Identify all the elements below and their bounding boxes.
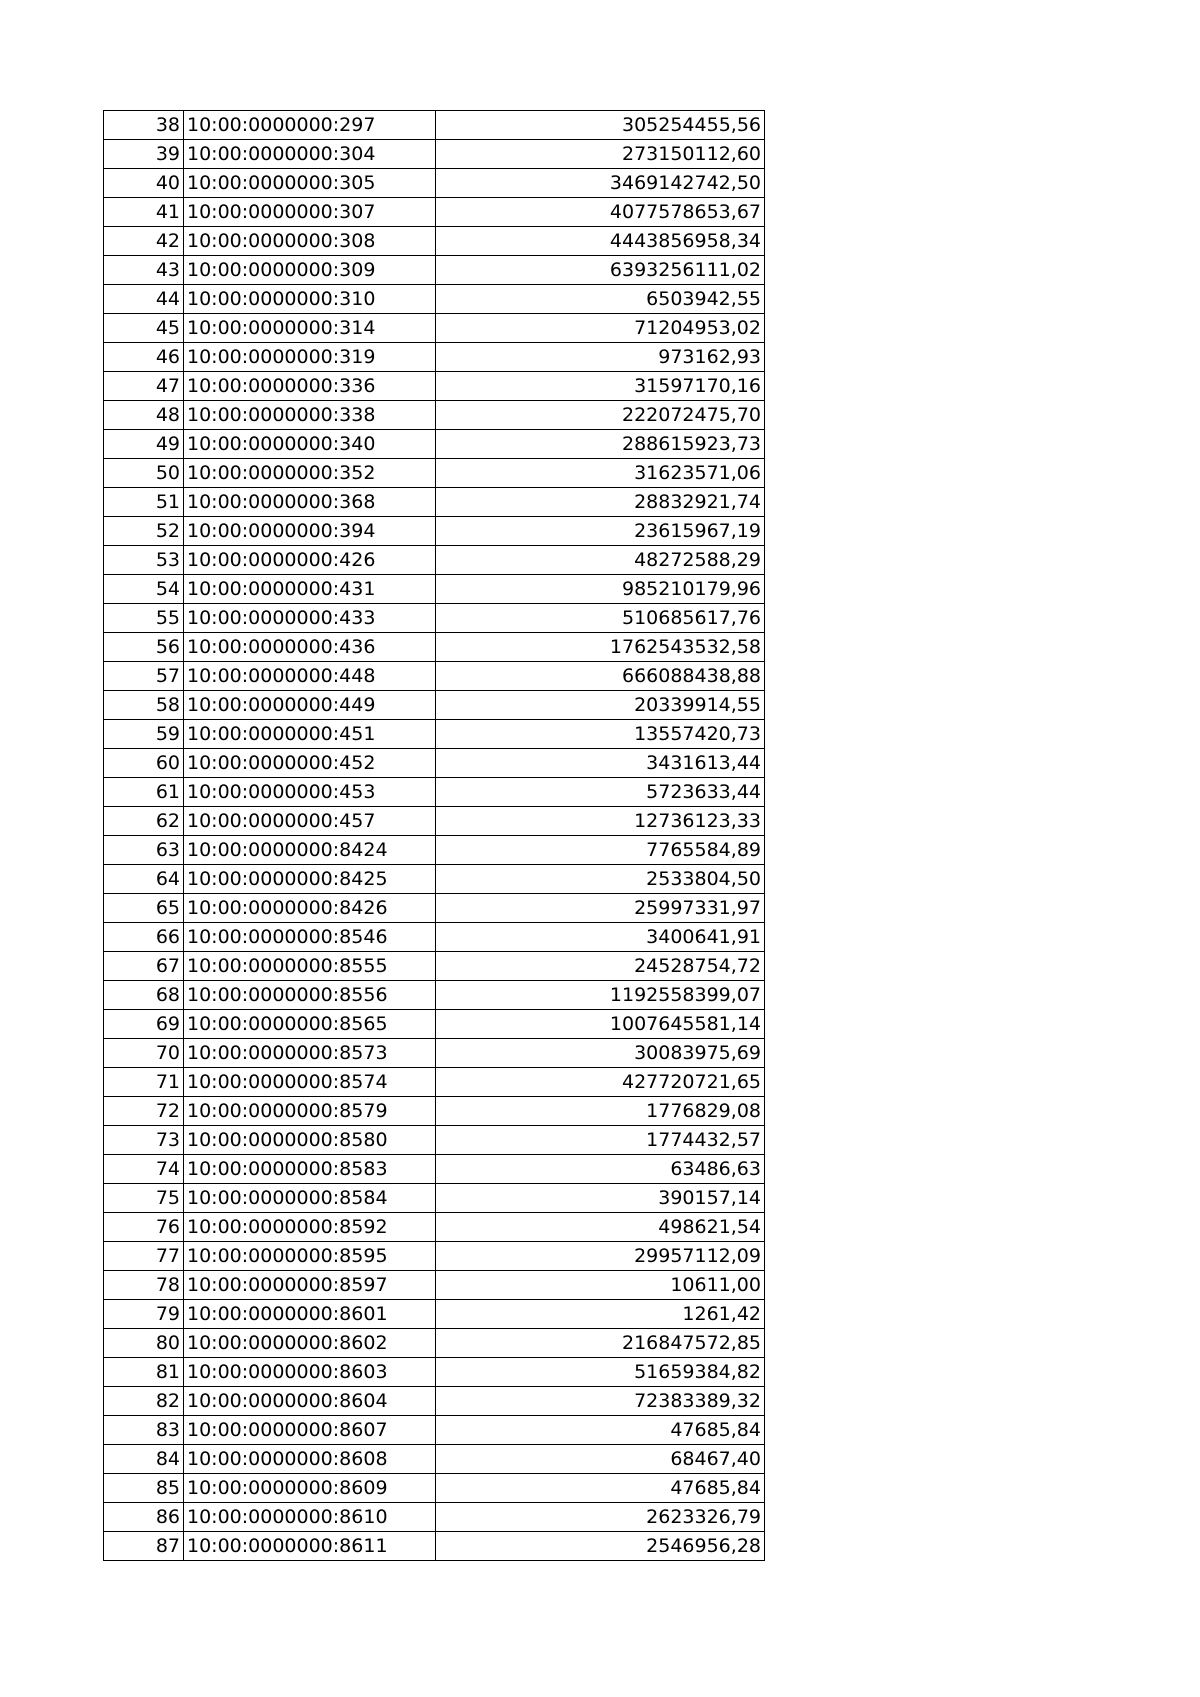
amount-cell: 29957112,09 bbox=[436, 1242, 765, 1271]
row-number-cell: 71 bbox=[104, 1068, 184, 1097]
cadastral-number-cell: 10:00:0000000:368 bbox=[184, 488, 436, 517]
amount-cell: 973162,93 bbox=[436, 343, 765, 372]
table-row bbox=[104, 1068, 765, 1097]
amount-cell: 985210179,96 bbox=[436, 575, 765, 604]
table-row bbox=[104, 401, 765, 430]
row-number-cell: 67 bbox=[104, 952, 184, 981]
row-number-cell: 65 bbox=[104, 894, 184, 923]
amount-cell: 31623571,06 bbox=[436, 459, 765, 488]
amount-cell: 1762543532,58 bbox=[436, 633, 765, 662]
row-number-cell: 55 bbox=[104, 604, 184, 633]
row-number-cell: 72 bbox=[104, 1097, 184, 1126]
amount-cell: 510685617,76 bbox=[436, 604, 765, 633]
row-number-cell: 82 bbox=[104, 1387, 184, 1416]
amount-cell: 72383389,32 bbox=[436, 1387, 765, 1416]
row-number-cell: 83 bbox=[104, 1416, 184, 1445]
row-number-cell: 53 bbox=[104, 546, 184, 575]
amount-cell: 5723633,44 bbox=[436, 778, 765, 807]
table-row bbox=[104, 604, 765, 633]
row-number-cell: 70 bbox=[104, 1039, 184, 1068]
amount-cell: 3469142742,50 bbox=[436, 169, 765, 198]
cadastral-number-cell: 10:00:0000000:394 bbox=[184, 517, 436, 546]
amount-cell: 47685,84 bbox=[436, 1416, 765, 1445]
cadastral-number-cell: 10:00:0000000:453 bbox=[184, 778, 436, 807]
cadastral-number-cell: 10:00:0000000:8602 bbox=[184, 1329, 436, 1358]
cadastral-number-cell: 10:00:0000000:436 bbox=[184, 633, 436, 662]
row-number-cell: 54 bbox=[104, 575, 184, 604]
cadastral-number-cell: 10:00:0000000:8556 bbox=[184, 981, 436, 1010]
table-row bbox=[104, 778, 765, 807]
table-row bbox=[104, 836, 765, 865]
table-row bbox=[104, 1213, 765, 1242]
amount-cell: 1774432,57 bbox=[436, 1126, 765, 1155]
amount-cell: 1261,42 bbox=[436, 1300, 765, 1329]
table-row bbox=[104, 1271, 765, 1300]
row-number-cell: 47 bbox=[104, 372, 184, 401]
cadastral-number-cell: 10:00:0000000:8426 bbox=[184, 894, 436, 923]
row-number-cell: 76 bbox=[104, 1213, 184, 1242]
amount-cell: 498621,54 bbox=[436, 1213, 765, 1242]
row-number-cell: 87 bbox=[104, 1532, 184, 1561]
table-row bbox=[104, 372, 765, 401]
amount-cell: 71204953,02 bbox=[436, 314, 765, 343]
table-row bbox=[104, 1039, 765, 1068]
table-row bbox=[104, 314, 765, 343]
cadastral-number-cell: 10:00:0000000:8424 bbox=[184, 836, 436, 865]
amount-cell: 7765584,89 bbox=[436, 836, 765, 865]
row-number-cell: 75 bbox=[104, 1184, 184, 1213]
cadastral-number-cell: 10:00:0000000:309 bbox=[184, 256, 436, 285]
amount-cell: 28832921,74 bbox=[436, 488, 765, 517]
table-row bbox=[104, 575, 765, 604]
cadastral-number-cell: 10:00:0000000:457 bbox=[184, 807, 436, 836]
cadastral-number-cell: 10:00:0000000:8608 bbox=[184, 1445, 436, 1474]
amount-cell: 4077578653,67 bbox=[436, 198, 765, 227]
cadastral-number-cell: 10:00:0000000:307 bbox=[184, 198, 436, 227]
cadastral-number-cell: 10:00:0000000:8565 bbox=[184, 1010, 436, 1039]
row-number-cell: 86 bbox=[104, 1503, 184, 1532]
row-number-cell: 42 bbox=[104, 227, 184, 256]
cadastral-number-cell: 10:00:0000000:297 bbox=[184, 111, 436, 140]
cadastral-number-cell: 10:00:0000000:452 bbox=[184, 749, 436, 778]
table-row bbox=[104, 1242, 765, 1271]
amount-cell: 30083975,69 bbox=[436, 1039, 765, 1068]
cadastral-number-cell: 10:00:0000000:319 bbox=[184, 343, 436, 372]
row-number-cell: 57 bbox=[104, 662, 184, 691]
cadastral-number-cell: 10:00:0000000:8579 bbox=[184, 1097, 436, 1126]
amount-cell: 25997331,97 bbox=[436, 894, 765, 923]
cadastral-number-cell: 10:00:0000000:451 bbox=[184, 720, 436, 749]
table-row bbox=[104, 1532, 765, 1561]
row-number-cell: 49 bbox=[104, 430, 184, 459]
row-number-cell: 66 bbox=[104, 923, 184, 952]
table-row bbox=[104, 430, 765, 459]
row-number-cell: 69 bbox=[104, 1010, 184, 1039]
amount-cell: 68467,40 bbox=[436, 1445, 765, 1474]
row-number-cell: 85 bbox=[104, 1474, 184, 1503]
amount-cell: 2533804,50 bbox=[436, 865, 765, 894]
amount-cell: 666088438,88 bbox=[436, 662, 765, 691]
table-row bbox=[104, 1416, 765, 1445]
row-number-cell: 40 bbox=[104, 169, 184, 198]
row-number-cell: 63 bbox=[104, 836, 184, 865]
cadastral-number-cell: 10:00:0000000:8425 bbox=[184, 865, 436, 894]
cadastral-number-cell: 10:00:0000000:431 bbox=[184, 575, 436, 604]
row-number-cell: 43 bbox=[104, 256, 184, 285]
table-row bbox=[104, 894, 765, 923]
amount-cell: 222072475,70 bbox=[436, 401, 765, 430]
table-row bbox=[104, 1387, 765, 1416]
row-number-cell: 62 bbox=[104, 807, 184, 836]
table-row bbox=[104, 952, 765, 981]
row-number-cell: 58 bbox=[104, 691, 184, 720]
table-row bbox=[104, 111, 765, 140]
table-row bbox=[104, 923, 765, 952]
table-row bbox=[104, 691, 765, 720]
amount-cell: 13557420,73 bbox=[436, 720, 765, 749]
cadastral-number-cell: 10:00:0000000:8580 bbox=[184, 1126, 436, 1155]
amount-cell: 48272588,29 bbox=[436, 546, 765, 575]
row-number-cell: 64 bbox=[104, 865, 184, 894]
table-row bbox=[104, 1010, 765, 1039]
cadastral-number-cell: 10:00:0000000:336 bbox=[184, 372, 436, 401]
amount-cell: 305254455,56 bbox=[436, 111, 765, 140]
row-number-cell: 50 bbox=[104, 459, 184, 488]
table-row bbox=[104, 285, 765, 314]
row-number-cell: 60 bbox=[104, 749, 184, 778]
amount-cell: 51659384,82 bbox=[436, 1358, 765, 1387]
cadastral-number-cell: 10:00:0000000:8546 bbox=[184, 923, 436, 952]
cadastral-number-cell: 10:00:0000000:314 bbox=[184, 314, 436, 343]
cadastral-number-cell: 10:00:0000000:433 bbox=[184, 604, 436, 633]
table-row bbox=[104, 749, 765, 778]
amount-cell: 2546956,28 bbox=[436, 1532, 765, 1561]
amount-cell: 390157,14 bbox=[436, 1184, 765, 1213]
amount-cell: 1776829,08 bbox=[436, 1097, 765, 1126]
data-table bbox=[103, 110, 765, 1561]
table-row bbox=[104, 227, 765, 256]
table-row bbox=[104, 720, 765, 749]
amount-cell: 4443856958,34 bbox=[436, 227, 765, 256]
table-row bbox=[104, 256, 765, 285]
row-number-cell: 61 bbox=[104, 778, 184, 807]
row-number-cell: 81 bbox=[104, 1358, 184, 1387]
cadastral-number-cell: 10:00:0000000:8603 bbox=[184, 1358, 436, 1387]
table-row bbox=[104, 633, 765, 662]
row-number-cell: 39 bbox=[104, 140, 184, 169]
row-number-cell: 78 bbox=[104, 1271, 184, 1300]
cadastral-number-cell: 10:00:0000000:8601 bbox=[184, 1300, 436, 1329]
row-number-cell: 77 bbox=[104, 1242, 184, 1271]
amount-cell: 1007645581,14 bbox=[436, 1010, 765, 1039]
table-row bbox=[104, 807, 765, 836]
amount-cell: 1192558399,07 bbox=[436, 981, 765, 1010]
row-number-cell: 45 bbox=[104, 314, 184, 343]
table-row bbox=[104, 169, 765, 198]
cadastral-number-cell: 10:00:0000000:352 bbox=[184, 459, 436, 488]
table-row bbox=[104, 1184, 765, 1213]
cadastral-number-cell: 10:00:0000000:8595 bbox=[184, 1242, 436, 1271]
row-number-cell: 84 bbox=[104, 1445, 184, 1474]
cadastral-number-cell: 10:00:0000000:8611 bbox=[184, 1532, 436, 1561]
row-number-cell: 59 bbox=[104, 720, 184, 749]
cadastral-number-cell: 10:00:0000000:8592 bbox=[184, 1213, 436, 1242]
amount-cell: 3431613,44 bbox=[436, 749, 765, 778]
amount-cell: 3400641,91 bbox=[436, 923, 765, 952]
row-number-cell: 46 bbox=[104, 343, 184, 372]
amount-cell: 6393256111,02 bbox=[436, 256, 765, 285]
cadastral-number-cell: 10:00:0000000:8597 bbox=[184, 1271, 436, 1300]
table-row bbox=[104, 1445, 765, 1474]
cadastral-number-cell: 10:00:0000000:340 bbox=[184, 430, 436, 459]
table-row bbox=[104, 140, 765, 169]
table-row bbox=[104, 1126, 765, 1155]
table-body bbox=[104, 111, 765, 1561]
amount-cell: 63486,63 bbox=[436, 1155, 765, 1184]
table-row bbox=[104, 981, 765, 1010]
amount-cell: 273150112,60 bbox=[436, 140, 765, 169]
cadastral-number-cell: 10:00:0000000:8604 bbox=[184, 1387, 436, 1416]
table-row bbox=[104, 198, 765, 227]
cadastral-number-cell: 10:00:0000000:338 bbox=[184, 401, 436, 430]
row-number-cell: 38 bbox=[104, 111, 184, 140]
amount-cell: 6503942,55 bbox=[436, 285, 765, 314]
row-number-cell: 74 bbox=[104, 1155, 184, 1184]
amount-cell: 216847572,85 bbox=[436, 1329, 765, 1358]
row-number-cell: 48 bbox=[104, 401, 184, 430]
amount-cell: 12736123,33 bbox=[436, 807, 765, 836]
row-number-cell: 79 bbox=[104, 1300, 184, 1329]
cadastral-number-cell: 10:00:0000000:8573 bbox=[184, 1039, 436, 1068]
table-row bbox=[104, 1097, 765, 1126]
row-number-cell: 52 bbox=[104, 517, 184, 546]
cadastral-number-cell: 10:00:0000000:8583 bbox=[184, 1155, 436, 1184]
row-number-cell: 51 bbox=[104, 488, 184, 517]
table-row bbox=[104, 1358, 765, 1387]
amount-cell: 47685,84 bbox=[436, 1474, 765, 1503]
row-number-cell: 73 bbox=[104, 1126, 184, 1155]
cadastral-number-cell: 10:00:0000000:426 bbox=[184, 546, 436, 575]
table-row bbox=[104, 517, 765, 546]
amount-cell: 31597170,16 bbox=[436, 372, 765, 401]
table-row bbox=[104, 546, 765, 575]
cadastral-number-cell: 10:00:0000000:8584 bbox=[184, 1184, 436, 1213]
row-number-cell: 44 bbox=[104, 285, 184, 314]
cadastral-number-cell: 10:00:0000000:8555 bbox=[184, 952, 436, 981]
table-row bbox=[104, 1474, 765, 1503]
cadastral-number-cell: 10:00:0000000:308 bbox=[184, 227, 436, 256]
cadastral-number-cell: 10:00:0000000:305 bbox=[184, 169, 436, 198]
table-row bbox=[104, 488, 765, 517]
row-number-cell: 68 bbox=[104, 981, 184, 1010]
amount-cell: 288615923,73 bbox=[436, 430, 765, 459]
amount-cell: 23615967,19 bbox=[436, 517, 765, 546]
table-row bbox=[104, 1503, 765, 1532]
cadastral-number-cell: 10:00:0000000:8610 bbox=[184, 1503, 436, 1532]
cadastral-number-cell: 10:00:0000000:8607 bbox=[184, 1416, 436, 1445]
table-row bbox=[104, 1329, 765, 1358]
table-row bbox=[104, 865, 765, 894]
cadastral-number-cell: 10:00:0000000:310 bbox=[184, 285, 436, 314]
row-number-cell: 80 bbox=[104, 1329, 184, 1358]
row-number-cell: 41 bbox=[104, 198, 184, 227]
amount-cell: 10611,00 bbox=[436, 1271, 765, 1300]
cadastral-number-cell: 10:00:0000000:8574 bbox=[184, 1068, 436, 1097]
table-row bbox=[104, 459, 765, 488]
table-row bbox=[104, 662, 765, 691]
amount-cell: 427720721,65 bbox=[436, 1068, 765, 1097]
cadastral-number-cell: 10:00:0000000:304 bbox=[184, 140, 436, 169]
amount-cell: 2623326,79 bbox=[436, 1503, 765, 1532]
table-row bbox=[104, 1155, 765, 1184]
amount-cell: 20339914,55 bbox=[436, 691, 765, 720]
table-row bbox=[104, 1300, 765, 1329]
amount-cell: 24528754,72 bbox=[436, 952, 765, 981]
cadastral-number-cell: 10:00:0000000:8609 bbox=[184, 1474, 436, 1503]
table-row bbox=[104, 343, 765, 372]
cadastral-number-cell: 10:00:0000000:449 bbox=[184, 691, 436, 720]
cadastral-number-cell: 10:00:0000000:448 bbox=[184, 662, 436, 691]
row-number-cell: 56 bbox=[104, 633, 184, 662]
